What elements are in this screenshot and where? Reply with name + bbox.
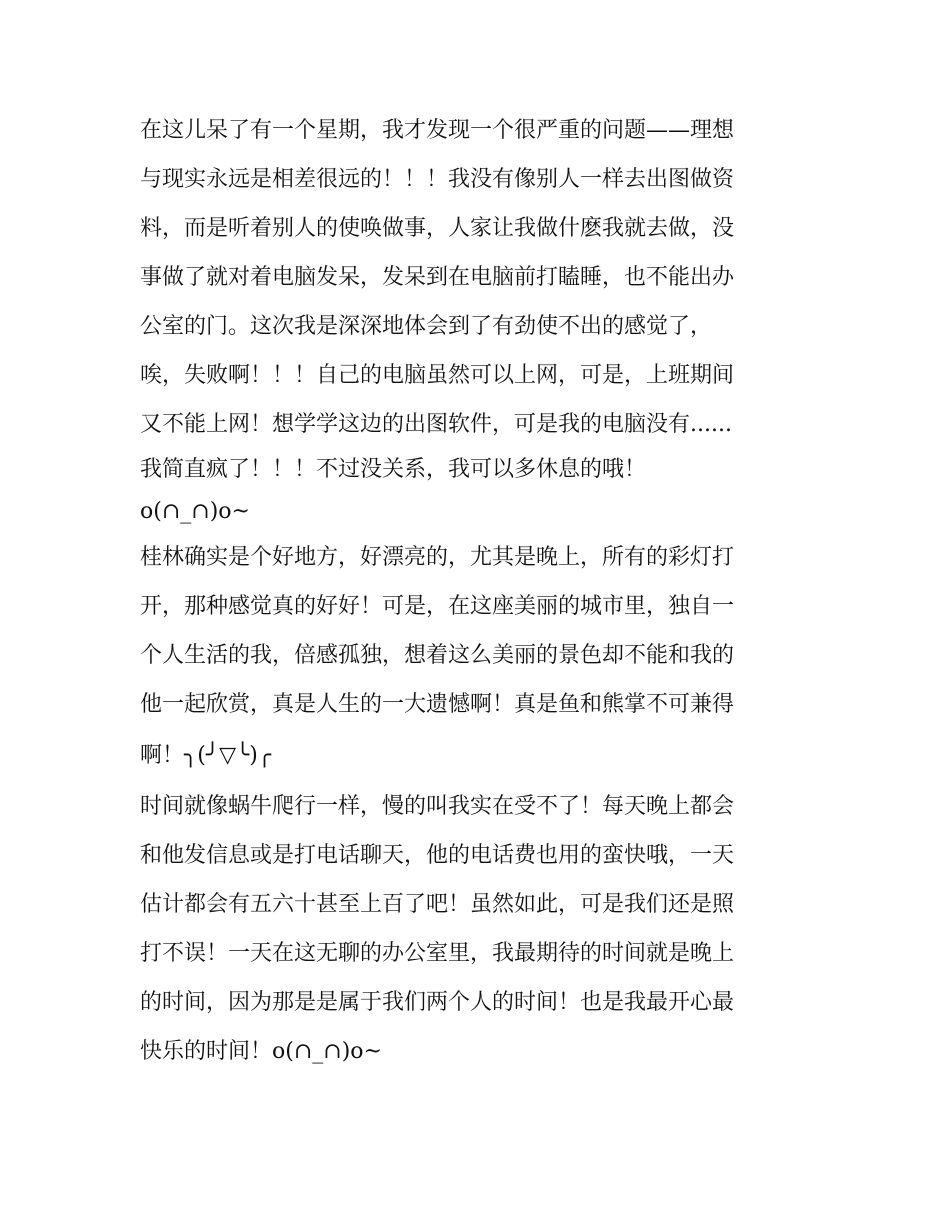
text-line: 我简直疯了！！！不过没关系，我可以多休息的哦！ — [140, 457, 647, 482]
text-line: 他一起欣赏，真是人生的一大遗憾啊！真是鱼和熊掌不可兼得 — [140, 692, 735, 717]
text-line: 事做了就对着电脑发呆，发呆到在电脑前打瞌睡，也不能出办 — [140, 265, 735, 290]
text-line: 和他发信息或是打电话聊天，他的电话费也用的蛮快哦，一天 — [140, 843, 735, 868]
text-line: 啊！╮(╯▽╰)╭ — [140, 743, 272, 768]
document-body — [140, 106, 820, 1076]
text-line: 桂林确实是个好地方，好漂亮的，尤其是晚上，所有的彩灯打 — [140, 545, 735, 570]
text-line: 开，那种感觉真的好好！可是，在这座美丽的城市里，独自一 — [140, 594, 735, 619]
paragraph-1 — [140, 106, 820, 533]
text-line: 时间就像蜗牛爬行一样，慢的叫我实在受不了！每天晚上都会 — [140, 794, 735, 819]
text-line: 料，而是听着别人的使唤做事，人家让我做什麽我就去做，没 — [140, 216, 735, 241]
text-line: 快乐的时间！o(∩_∩)o~ — [140, 1039, 382, 1064]
text-line: 与现实永远是相差很远的！！！我没有像别人一样去出图做资 — [140, 167, 735, 192]
text-line: 个人生活的我，倍感孤独，想着这么美丽的景色却不能和我的 — [140, 643, 735, 668]
text-line: 唉，失败啊！！！自己的电脑虽然可以上网，可是，上班期间 — [140, 363, 735, 388]
text-line: 的时间，因为那是是属于我们两个人的时间！也是我最开心最 — [140, 990, 735, 1015]
paragraph-2 — [140, 533, 820, 782]
text-line: 又不能上网！想学学这边的出图软件，可是我的电脑没有...... — [140, 412, 732, 437]
text-line: 公室的门。这次我是深深地体会到了有劲使不出的感觉了， — [140, 314, 713, 339]
text-line: 估计都会有五六十甚至上百了吧！虽然如此，可是我们还是照 — [140, 892, 735, 917]
text-line: o(∩_∩)o~ — [140, 499, 250, 524]
text-line: 打不误！一天在这无聊的办公室里，我最期待的时间就是晚上 — [140, 941, 735, 966]
text-line: 在这儿呆了有一个星期，我才发现一个很严重的问题——理想 — [140, 118, 735, 143]
paragraph-3 — [140, 782, 820, 1076]
